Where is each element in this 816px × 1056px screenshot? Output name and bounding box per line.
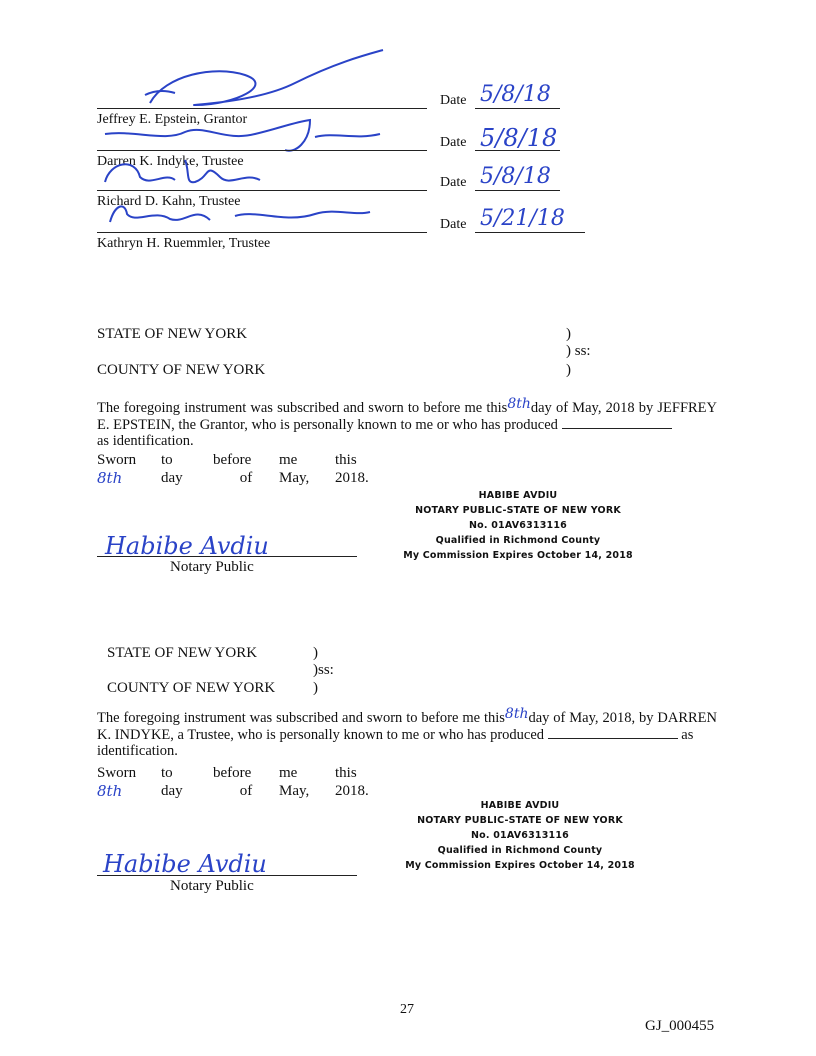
signer-name-2: Darren K. Indyke, Trustee — [97, 154, 244, 169]
signature-line-4 — [97, 232, 427, 233]
stamp-line: No. 01AV6313116 — [469, 520, 567, 531]
ack1-day-hand: 8th — [507, 396, 531, 412]
ack2-sworn-word: Sworn — [97, 765, 137, 781]
ack1-text-a: The foregoing instrument was subscribed and sworn to before me this — [97, 400, 508, 416]
ack1-notary-line — [97, 556, 357, 557]
ack1-text-c: as identification. — [97, 433, 194, 449]
date-line-1 — [475, 108, 560, 109]
ack1-text-b: day of May, 2018 by JEFFREY E. EPSTEIN, the Grantor, who is personally known to me or who has produced — [97, 400, 718, 433]
signature-line-2 — [97, 150, 427, 151]
date-line-3 — [475, 190, 560, 191]
ack1-state: STATE OF NEW YORK — [97, 326, 248, 342]
date-label-1: Date — [440, 93, 467, 108]
date-label-3: Date — [440, 175, 467, 190]
signature-scribble-kahn — [95, 152, 295, 192]
ack2-ss: )ss: — [313, 662, 334, 678]
signature-line-1 — [97, 108, 427, 109]
ack1-date-word: of — [239, 470, 253, 486]
ack2-text-c: as — [681, 727, 694, 743]
stamp-line: HABIBE AVDIU — [480, 800, 560, 811]
ack1-id-blank — [562, 416, 672, 429]
ack1-notary-signature: Habibe Avdiu — [105, 532, 269, 560]
ack2-sworn-word: to — [161, 765, 173, 781]
stamp-line: My Commission Expires October 14, 2018 — [403, 550, 633, 561]
handwritten-date-3: 5/8/18 — [480, 164, 551, 189]
handwritten-date-4: 5/21/18 — [480, 206, 565, 231]
ack1-sworn-word: this — [335, 452, 357, 468]
ack1-date-word: May, — [279, 470, 310, 486]
signer-name-1: Jeffrey E. Epstein, Grantor — [97, 112, 248, 127]
ack1-ss: ) ss: — [566, 343, 591, 359]
date-line-2 — [475, 150, 560, 151]
ack1-sworn-word: Sworn — [97, 452, 137, 468]
ack1-day-value: 8th — [97, 469, 123, 487]
ack2-paragraph — [97, 706, 718, 759]
ack2-date-word: day — [161, 783, 183, 799]
signer-name-4: Kathryn H. Ruemmler, Trustee — [97, 236, 271, 251]
ack2-date-word: of — [239, 783, 253, 799]
bates-number: GJ_000455 — [645, 1018, 715, 1034]
ack1-sworn-word: to — [161, 452, 173, 468]
stamp-line: My Commission Expires October 14, 2018 — [405, 860, 635, 871]
ack1-paren-bottom: ) — [566, 362, 571, 378]
date-label-2: Date — [440, 135, 467, 150]
ack1-date-word: day — [161, 470, 183, 486]
handwritten-date-1: 5/8/18 — [480, 82, 551, 107]
signature-line-3 — [97, 190, 427, 191]
ack2-sworn-table — [97, 765, 369, 801]
ack2-notary-signature: Habibe Avdiu — [103, 850, 267, 878]
ack2-date-word: May, — [279, 783, 310, 799]
ack2-sworn-word: this — [335, 765, 357, 781]
stamp-line: HABIBE AVDIU — [478, 490, 558, 501]
date-label-4: Date — [440, 217, 467, 232]
ack2-date-word: 2018. — [335, 783, 369, 799]
ack1-notary-stamp — [400, 488, 636, 563]
ack2-notary-stamp — [402, 798, 638, 873]
ack2-text-a: The foregoing instrument was subscribed and sworn to before me this — [97, 710, 505, 726]
ack1-paragraph — [97, 396, 718, 449]
ack1-sworn-word: me — [279, 452, 298, 468]
stamp-line: Qualified in Richmond County — [435, 535, 601, 546]
handwritten-date-2: 5/8/18 — [480, 124, 558, 152]
stamp-line: NOTARY PUBLIC-STATE OF NEW YORK — [415, 505, 621, 516]
ack2-text-b: day of May, 2018, by DARREN K. INDYKE, a Trustee, who is personally known to me or who has produced — [97, 710, 718, 743]
ack2-state: STATE OF NEW YORK — [107, 645, 258, 661]
ack2-day-hand: 8th — [504, 706, 529, 722]
ack1-sworn-word: before — [213, 452, 252, 468]
ack1-sworn-table — [97, 452, 369, 488]
ack2-county: COUNTY OF NEW YORK — [107, 680, 276, 696]
stamp-line: Qualified in Richmond County — [437, 845, 603, 856]
stamp-line: No. 01AV6313116 — [471, 830, 569, 841]
ack2-sworn-word: before — [213, 765, 252, 781]
ack1-paren-top: ) — [566, 326, 571, 342]
ack2-sworn-word: me — [279, 765, 298, 781]
ack2-notary-line — [97, 875, 357, 876]
ack2-notary-label: Notary Public — [170, 878, 254, 894]
ack2-id-blank — [548, 726, 678, 739]
ack2-paren-top: ) — [313, 645, 318, 661]
stamp-line: NOTARY PUBLIC-STATE OF NEW YORK — [417, 815, 623, 826]
page-number: 27 — [400, 1002, 414, 1017]
ack2-day-value: 8th — [97, 782, 123, 800]
signer-name-3: Richard D. Kahn, Trustee — [97, 194, 241, 209]
date-line-4 — [475, 232, 585, 233]
ack1-notary-label: Notary Public — [170, 559, 254, 575]
ack1-date-word: 2018. — [335, 470, 369, 486]
signature-scribble-ruemmler — [95, 194, 385, 234]
ack1-county: COUNTY OF NEW YORK — [97, 362, 266, 378]
ack2-paren-bottom: ) — [313, 680, 318, 696]
signature-scribble-epstein — [95, 45, 395, 115]
ack2-text-d: identification. — [97, 743, 178, 759]
